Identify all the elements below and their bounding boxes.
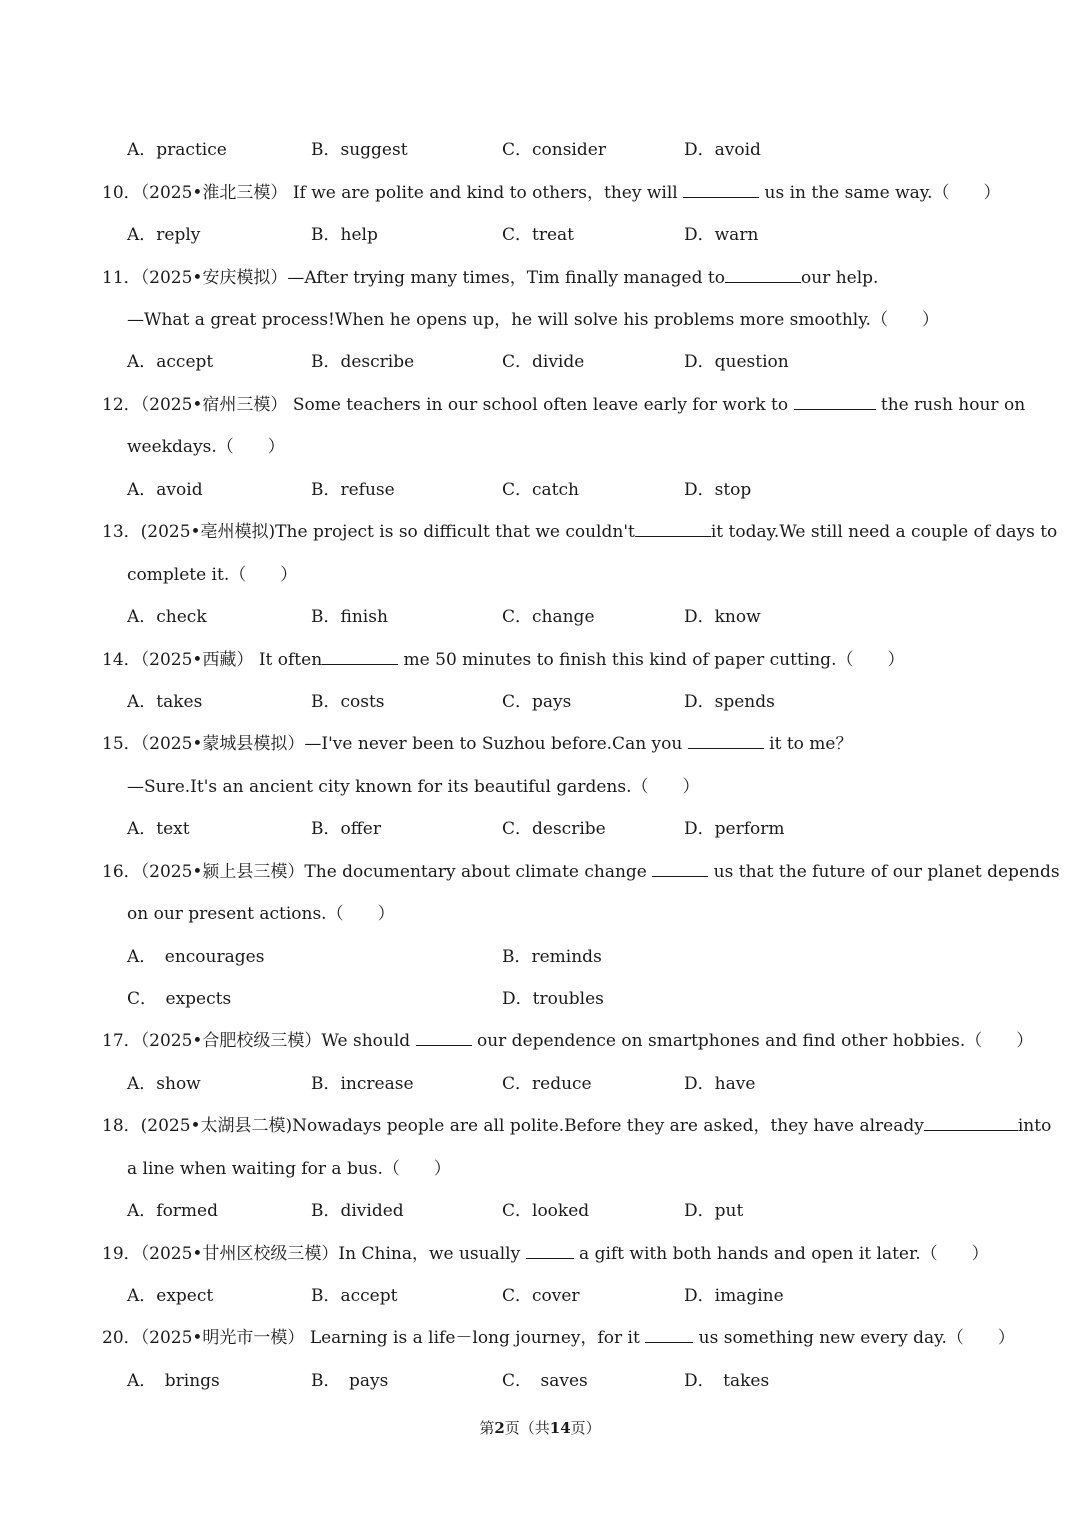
footer-mid: 页（共 [504, 1419, 550, 1437]
footer-total-pages: 14 [549, 1419, 571, 1437]
q15-option-c: C．describe [502, 819, 606, 839]
q16-line-2: on our present actions.（ ） [127, 904, 395, 924]
q13-blank [635, 521, 711, 537]
q11-stem-end: our help. [800, 268, 879, 288]
q16-stem-end: us that the future of our planet depends [708, 862, 1060, 882]
question-13 [102, 521, 1057, 543]
q19-stem-end: a gift with both hands and open it later.（ ） [573, 1244, 989, 1264]
q18-blank [924, 1115, 1018, 1131]
q18-option-a: A．formed [127, 1201, 218, 1221]
question-16 [102, 861, 1060, 883]
q11-blank [725, 267, 801, 283]
footer-post: 页） [570, 1419, 601, 1437]
q12-stem-start: 12．（2025•宿州三模） Some teachers in our school often leave early for work to [102, 395, 794, 415]
q11-line-2: —What a great process!When he opens up，he will solve his problems more smoothly.（ ） [127, 310, 939, 330]
q11-option-a: A．accept [127, 352, 214, 372]
q15-option-a: A．text [127, 819, 190, 839]
q16-option-b: B．reminds [502, 947, 602, 967]
q19-option-d: D．imagine [684, 1286, 784, 1306]
q13-line-2: complete it.（ ） [127, 565, 298, 585]
q10-blank [683, 182, 759, 198]
q9-option-c: C．consider [502, 140, 606, 160]
q9-option-b: B．suggest [311, 140, 408, 160]
q13-stem-end: it today.We still need a couple of days to [710, 522, 1058, 542]
q18-option-c: C．looked [502, 1201, 590, 1221]
q13-option-c: C．change [502, 607, 595, 627]
q19-option-b: B．accept [311, 1286, 398, 1306]
q20-option-c: C． saves [502, 1371, 588, 1391]
q17-option-c: C．reduce [502, 1074, 592, 1094]
q16-option-d: D．troubles [502, 989, 604, 1009]
q9-option-d: D．avoid [684, 140, 761, 160]
q18-option-d: D．put [684, 1201, 744, 1221]
q12-stem-end: the rush hour on [875, 395, 1026, 415]
q10-option-b: B．help [311, 225, 378, 245]
q17-blank [416, 1030, 472, 1046]
q19-blank [526, 1243, 574, 1259]
q14-option-d: D．spends [684, 692, 775, 712]
q15-blank [688, 733, 764, 749]
q14-stem-start: 14．（2025•西藏） It often [102, 650, 323, 670]
q13-option-d: D．know [684, 607, 761, 627]
q20-stem-end: us something new every day.（ ） [693, 1328, 1015, 1348]
q19-option-a: A．expect [127, 1286, 214, 1306]
q17-option-d: D．have [684, 1074, 756, 1094]
q15-option-d: D．perform [684, 819, 785, 839]
q16-stem-start: 16．（2025•颍上县三模）The documentary about climate change [102, 862, 653, 882]
q13-stem-start: 13．(2025•亳州模拟)The project is so difficult that we couldn't [102, 522, 635, 542]
question-11 [102, 267, 878, 289]
question-18 [102, 1115, 1051, 1137]
q9-option-a: A．practice [127, 140, 227, 160]
q14-option-a: A．takes [127, 692, 203, 712]
question-10 [102, 182, 1001, 204]
q17-stem-start: 17．（2025•合肥校级三模）We should [102, 1031, 416, 1051]
q16-blank [652, 861, 708, 877]
question-12 [102, 394, 1025, 416]
q10-stem-end: us in the same way.（ ） [759, 183, 1001, 203]
q10-option-c: C．treat [502, 225, 574, 245]
q19-stem-start: 19．（2025•甘州区校级三模）In China，we usually [102, 1244, 526, 1264]
q20-blank [645, 1327, 693, 1343]
q10-option-d: D．warn [684, 225, 759, 245]
footer-pre: 第 [479, 1419, 495, 1437]
question-19 [102, 1243, 989, 1265]
q11-option-c: C．divide [502, 352, 585, 372]
page-footer [0, 1417, 1080, 1438]
q20-option-a: A． brings [127, 1371, 220, 1391]
q11-option-b: B．describe [311, 352, 415, 372]
q14-stem-end: me 50 minutes to finish this kind of paper cutting.（ ） [398, 650, 905, 670]
q10-option-a: A．reply [127, 225, 201, 245]
q18-stem-end: into [1017, 1116, 1052, 1136]
q18-stem-start: 18．(2025•太湖县二模)Nowadays people are all polite.Before they are asked，they have already [102, 1116, 924, 1136]
q18-line-2: a line when waiting for a bus.（ ） [127, 1159, 451, 1179]
q13-option-a: A．check [127, 607, 207, 627]
question-20 [102, 1327, 1015, 1349]
q20-option-b: B． pays [311, 1371, 389, 1391]
q17-stem-end: our dependence on smartphones and find other hobbies.（ ） [471, 1031, 1034, 1051]
q15-stem-start: 15．（2025•蒙城县模拟）—I've never been to Suzhou before.Can you [102, 734, 688, 754]
q12-blank [794, 394, 876, 410]
q20-stem-start: 20．（2025•明光市一模） Learning is a life－long journey，for it [102, 1328, 646, 1348]
q15-option-b: B．offer [311, 819, 381, 839]
q12-option-d: D．stop [684, 480, 752, 500]
question-14 [102, 649, 904, 671]
q12-option-a: A．avoid [127, 480, 203, 500]
q14-blank [322, 649, 398, 665]
q12-option-b: B．refuse [311, 480, 395, 500]
q12-line-2: weekdays.（ ） [127, 437, 285, 457]
q17-option-b: B．increase [311, 1074, 414, 1094]
q16-option-a: A． encourages [127, 947, 265, 967]
q12-option-c: C．catch [502, 480, 579, 500]
q20-option-d: D． takes [684, 1371, 770, 1391]
q15-line-2: —Sure.It's an ancient city known for its beautiful gardens.（ ） [127, 777, 700, 797]
q15-stem-end: it to me？ [763, 734, 853, 754]
q11-option-d: D．question [684, 352, 789, 372]
q19-option-c: C．cover [502, 1286, 580, 1306]
q11-stem-start: 11．（2025•安庆模拟）—After trying many times，Tim finally managed to [102, 268, 725, 288]
q14-option-c: C．pays [502, 692, 572, 712]
q13-option-b: B．finish [311, 607, 388, 627]
q16-option-c: C． expects [127, 989, 232, 1009]
q17-option-a: A．show [127, 1074, 201, 1094]
question-17 [102, 1030, 1033, 1052]
q18-option-b: B．divided [311, 1201, 404, 1221]
footer-page-number: 2 [494, 1419, 505, 1437]
q14-option-b: B．costs [311, 692, 385, 712]
question-15 [102, 733, 852, 755]
q10-stem-start: 10．（2025•淮北三模） If we are polite and kind to others，they will [102, 183, 684, 203]
